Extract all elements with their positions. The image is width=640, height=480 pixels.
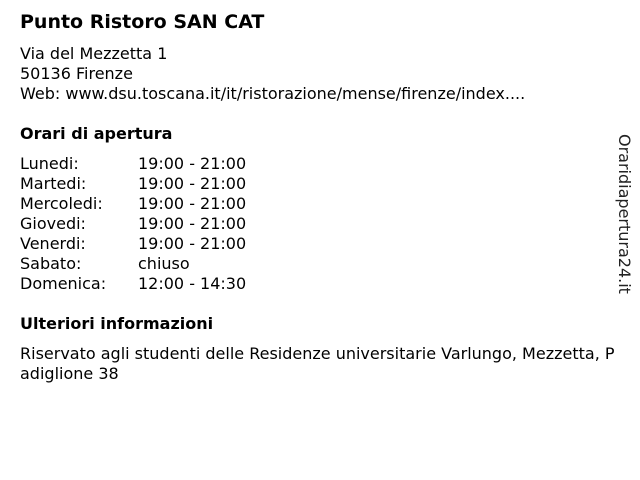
address-street: Via del Mezzetta 1 xyxy=(20,44,168,63)
time-value: 19:00 - 21:00 xyxy=(138,214,247,233)
hours-row-saturday xyxy=(20,254,320,274)
opening-hours-heading: Orari di apertura xyxy=(20,124,173,143)
brand-watermark xyxy=(612,134,636,310)
brand-label: Oraridiapertura24.it xyxy=(615,134,634,294)
hours-row-thursday xyxy=(20,214,320,234)
hours-row-sunday xyxy=(20,274,320,294)
hours-row-monday xyxy=(20,154,320,174)
time-value: chiuso xyxy=(138,254,190,273)
day-label: Martedi: xyxy=(20,174,87,193)
page-title: Punto Ristoro SAN CAT xyxy=(20,11,265,33)
hours-row-tuesday xyxy=(20,174,320,194)
time-value: 19:00 - 21:00 xyxy=(138,234,247,253)
time-value: 19:00 - 21:00 xyxy=(138,154,247,173)
time-value: 19:00 - 21:00 xyxy=(138,194,247,213)
day-label: Domenica: xyxy=(20,274,107,293)
day-label: Giovedi: xyxy=(20,214,86,233)
day-label: Mercoledi: xyxy=(20,194,103,213)
time-value: 12:00 - 14:30 xyxy=(138,274,247,293)
address-city: 50136 Firenze xyxy=(20,64,133,83)
day-label: Lunedi: xyxy=(20,154,79,173)
hours-row-friday xyxy=(20,234,320,254)
time-value: 19:00 - 21:00 xyxy=(138,174,247,193)
additional-info-heading: Ulteriori informazioni xyxy=(20,314,214,333)
day-label: Venerdi: xyxy=(20,234,86,253)
website-link[interactable]: Web: www.dsu.toscana.it/it/ristorazione/mense/firenze/index.... xyxy=(20,84,526,103)
hours-row-wednesday xyxy=(20,194,320,214)
opening-hours-table xyxy=(20,154,320,294)
address-block xyxy=(20,44,525,104)
additional-info-text: Riservato agli studenti delle Residenze universitarie Varlungo, Mezzetta, Padiglione 38 xyxy=(20,344,615,383)
day-label: Sabato: xyxy=(20,254,82,273)
